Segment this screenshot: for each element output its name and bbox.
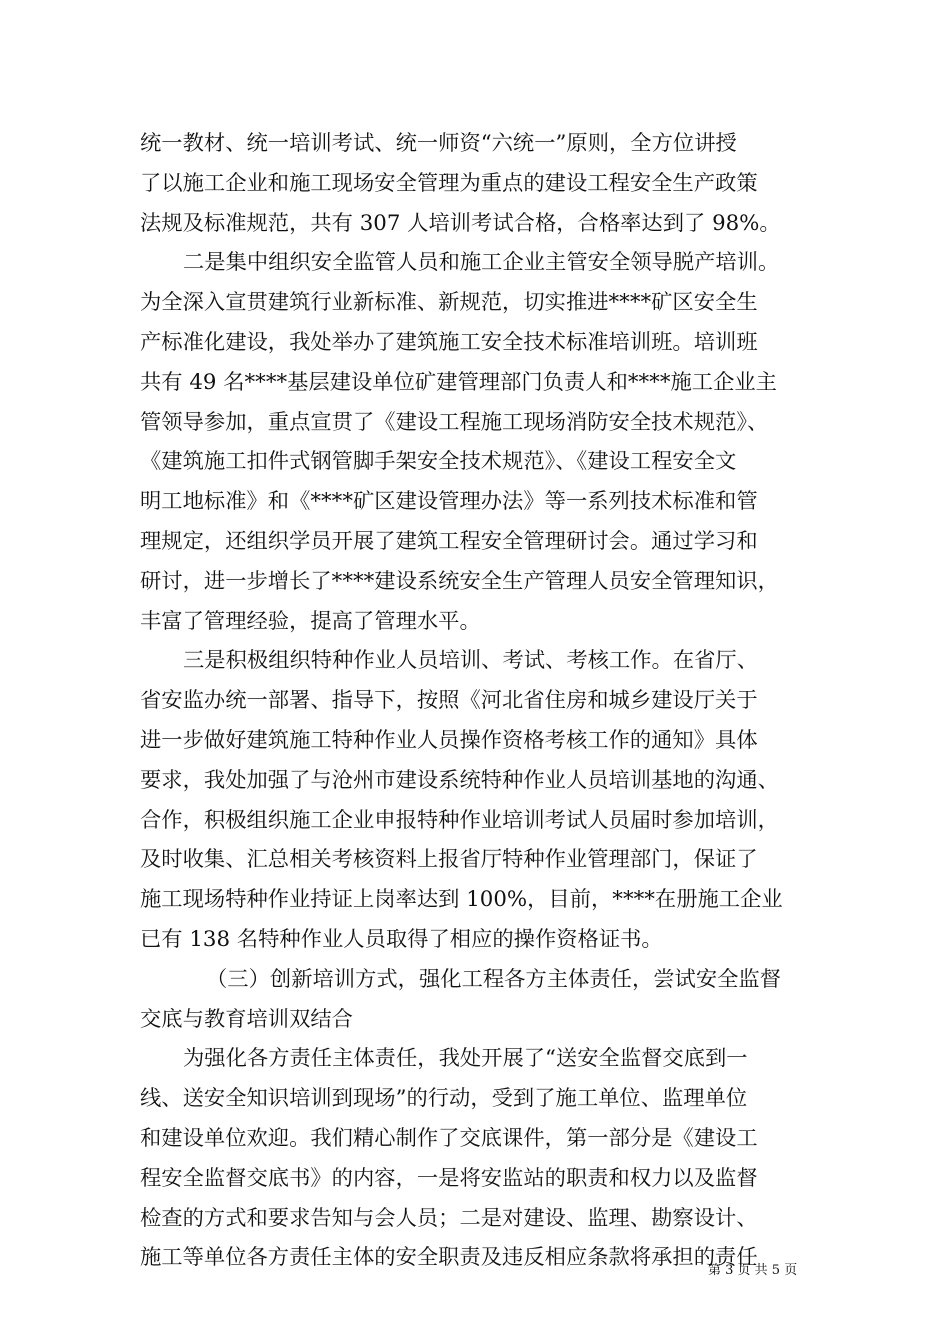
paragraph-start-line: 二是集中组织安全监管人员和施工企业主管安全领导脱产培训。 [183,250,780,276]
text-line: 统一教材、统一培训考试、统一师资“六统一”原则，全方位讲授 [140,131,737,156]
text-line: 省安监办统一部署、指导下，按照《河北省住房和城乡建设厅关于 [140,688,758,714]
text-line: 产标准化建设，我处举办了建筑施工安全技术标准培训班。培训班 [140,329,758,355]
text-line: 管领导参加，重点宣贯了《建设工程施工现场消防安全技术规范》、 [140,409,769,435]
text-line: 理规定，还组织学员开展了建筑工程安全管理研讨会。通过学习和 [140,528,758,554]
text-line: 要求，我处加强了与沧州市建设系统特种作业人员培训基地的沟通、 [140,767,779,793]
text-line: 法规及标准规范，共有 307 人培训考试合格，合格率达到了 98%。 [140,210,781,236]
text-line: 《建筑施工扣件式钢管脚手架安全技术规范》、《建设工程安全文 [140,449,737,475]
text-line: 程安全监督交底书》的内容，一是将安监站的职责和权力以及监督 [140,1165,758,1191]
text-line: 合作，积极组织施工企业申报特种作业培训考试人员届时参加培训， [140,807,779,833]
text-line: 研讨，进一步增长了****建设系统安全生产管理人员安全管理知识， [140,568,779,594]
text-line: 明工地标准》和《****矿区建设管理办法》等一系列技术标准和管 [140,489,758,515]
paragraph-start-line: 为强化各方责任主体责任，我处开展了“送安全监督交底到一 [183,1046,748,1072]
text-line: 丰富了管理经验，提高了管理水平。 [140,608,481,634]
text-line: 施工现场特种作业持证上岗率达到 100%，目前，****在册施工企业 [140,887,783,913]
text-line: 了以施工企业和施工现场安全管理为重点的建设工程安全生产政策 [140,170,758,196]
paragraph-start-line: 三是积极组织特种作业人员培训、考试、考核工作。在省厅、 [183,648,759,674]
text-line: 检查的方式和要求告知与会人员；二是对建设、监理、勘察设计、 [140,1205,758,1231]
text-line: 共有 49 名****基层建设单位矿建管理部门负责人和****施工企业主 [140,369,777,395]
section-heading-line: （三）创新培训方式，强化工程各方主体责任，尝试安全监督 [206,966,782,992]
text-line: 和建设单位欢迎。我们精心制作了交底课件，第一部分是《建设工 [140,1125,758,1151]
section-heading-line: 交底与教育培训双结合 [140,1006,353,1032]
text-line: 线、送安全知识培训到现场”的行动，受到了施工单位、监理单位 [140,1086,748,1112]
text-line: 及时收集、汇总相关考核资料上报省厅特种作业管理部门，保证了 [140,847,758,873]
body-text [140,124,822,1278]
text-line: 为全深入宣贯建筑行业新标准、新规范，切实推进****矿区安全生 [140,290,758,316]
text-line: 进一步做好建筑施工特种作业人员操作资格考核工作的通知》具体 [140,727,758,753]
text-line: 已有 138 名特种作业人员取得了相应的操作资格证书。 [140,926,663,952]
text-line: 施工等单位各方责任主体的安全职责及违反相应条款将承担的责任 [140,1245,758,1271]
page-number-footer: 第 3 页 共 5 页 [708,1263,798,1278]
